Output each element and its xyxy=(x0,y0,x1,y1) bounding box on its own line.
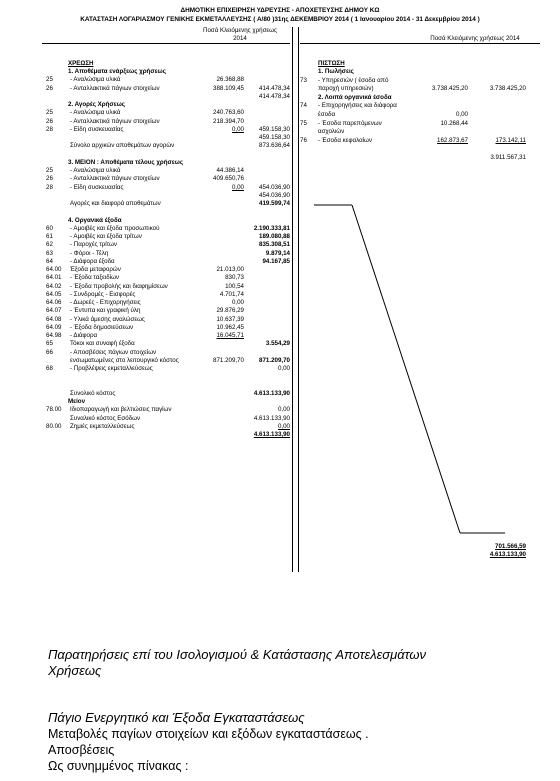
account-code: 62 xyxy=(46,241,53,249)
account-code: 64 xyxy=(46,257,53,265)
credit-row xyxy=(0,117,560,128)
account-code: 76 xyxy=(300,136,307,144)
amount-detail: 388.109,45 xyxy=(213,84,244,92)
account-label: - Έσοδα κεφαλαίων xyxy=(318,136,372,144)
credit-row xyxy=(0,68,560,76)
account-label: 4. Οργανικά έξοδα xyxy=(68,216,122,224)
credit-row xyxy=(0,111,560,119)
account-label: ασχολιών xyxy=(318,128,345,136)
amount-detail: 26.368,88 xyxy=(216,76,244,84)
account-code: 65 xyxy=(46,340,53,348)
account-label: 1. Αποθέματα ενάρξεως χρήσεως xyxy=(68,68,166,75)
amount-detail: 218.394,70 xyxy=(213,117,244,125)
credit-row xyxy=(0,543,560,551)
account-code: 25 xyxy=(46,76,53,84)
account-code: 64.08 xyxy=(46,315,62,323)
credit-row xyxy=(0,85,560,93)
account-label: - Προβλέψεις εκμεταλλεύσεως xyxy=(70,365,153,372)
company-title: ΔΗΜΟΤΙΚΗ ΕΠΙΧΕΙΡΗΣΗ ΥΔΡΕΥΣΗΣ - ΑΠΟΧΕΤΕΥΣΗΣ ΔΗΜΟΥ ΚΩ xyxy=(180,7,380,14)
account-code: 60 xyxy=(46,224,53,232)
account-label: - Αναλώσιμα υλικά xyxy=(70,76,121,84)
account-label: - Ανταλλακτικά πάγιων στοιχείων xyxy=(70,117,160,125)
cancellation-stroke xyxy=(300,195,540,540)
amount-detail: 0,00 xyxy=(455,111,468,118)
credit-row xyxy=(0,154,560,162)
account-label: 1. Πωλήσεις xyxy=(318,68,354,75)
amount-detail: 10.637,39 xyxy=(216,315,244,323)
account-code: 64.02 xyxy=(46,282,62,290)
amount-detail: 21.013,00 xyxy=(216,266,244,273)
amount-detail: 409.650,76 xyxy=(213,175,244,183)
account-code: 64.09 xyxy=(46,323,62,331)
credit-row xyxy=(0,551,560,559)
account-label: - Αποσβέσεις πάγιων στοιχείων xyxy=(70,348,157,356)
account-code: 64.01 xyxy=(46,274,62,282)
notes-line1: Μεταβολές παγίων στοιχείων και εξόδων εγκαταστάσεως . xyxy=(48,727,369,741)
amount-total: 835.308,51 xyxy=(259,241,290,249)
left-amounts-title: Ποσά Κλειόμενης χρήσεως xyxy=(203,27,277,34)
amount-total: 173.142,11 xyxy=(495,136,526,144)
account-code: 75 xyxy=(300,119,307,127)
amount-detail: 29.876,29 xyxy=(216,307,244,315)
account-label: - Είδη συσκευασίας xyxy=(70,125,124,133)
account-code: 74 xyxy=(300,102,307,110)
amount-detail: 3.738.425,20 xyxy=(431,85,468,93)
account-label: Έξοδα μεταφορών xyxy=(70,266,121,273)
credit-row xyxy=(0,77,560,85)
amount-total: 459.158,30 xyxy=(259,134,290,141)
account-code: 64.98 xyxy=(46,332,62,339)
amount-detail: 871.209,70 xyxy=(213,356,244,364)
credit-row xyxy=(0,94,560,102)
account-code: 28 xyxy=(46,125,53,133)
debit-row xyxy=(0,167,560,175)
notes-title-line1: Παρατηρήσεις επί του Ισολογισμού & Κατάστασης Αποτελεσμάτων xyxy=(48,647,426,662)
account-code: 64.00 xyxy=(46,266,62,273)
amount-total: 4.613.133,90 xyxy=(489,551,526,558)
account-label: - Παροχές τρίτων xyxy=(70,241,117,249)
account-code: 66 xyxy=(46,348,53,356)
account-label: - Αναλώσιμα υλικά xyxy=(70,109,121,117)
debit-row xyxy=(0,184,560,192)
debit-title: ΧΡΕΩΣΗ xyxy=(68,60,94,67)
account-label: Αγορές και διαφορά αποθεμάτων xyxy=(70,200,161,207)
amount-total: 3.911.567,31 xyxy=(490,154,526,161)
amount-total: 0,00 xyxy=(277,406,290,414)
account-code: 28 xyxy=(46,183,53,191)
account-label: Σύνολο αρχικών αποθεμάτων αγορών xyxy=(70,142,175,150)
account-code: 68 xyxy=(46,365,53,372)
account-label: - Υπηρεσιών ( έσοδα από xyxy=(318,76,389,84)
credit-row xyxy=(0,145,560,153)
account-label: - Ανταλλακτικά πάγιων στοιχείων xyxy=(70,84,160,92)
account-label: 3. ΜΕΙΟΝ : Αποθέματα τέλους χρήσεως xyxy=(68,158,184,166)
credit-row xyxy=(0,102,560,110)
account-label: - Αμοιβές και έξοδα τρίτων xyxy=(70,233,142,240)
right-header-rule xyxy=(300,43,540,44)
account-label: 2. Λοιπά οργανικά έσοδα xyxy=(318,93,392,101)
amount-total: 0,00 xyxy=(277,365,290,372)
amount-total: 4.613.133,90 xyxy=(253,414,290,422)
amount-detail: 0,00 xyxy=(231,299,244,306)
left-header-rule xyxy=(42,43,290,44)
amount-total: 459.158,30 xyxy=(259,125,290,133)
account-code: 61 xyxy=(46,233,53,240)
account-code: 63 xyxy=(46,249,53,257)
account-code: 64.05 xyxy=(46,290,62,298)
account-label: - Έντυπα και γραφική ύλη xyxy=(70,307,141,315)
amount-detail: 0,00 xyxy=(231,125,244,133)
account-label: - Φόροι - Τέλη xyxy=(70,249,109,257)
amount-total: 871.209,70 xyxy=(259,356,290,364)
account-label: - Αμοιβές και έξοδα προσωπικού xyxy=(70,224,160,232)
account-code: 26 xyxy=(46,175,53,183)
account-label: Συναλικό κόστος Εσόδων xyxy=(70,414,141,422)
amount-detail: 0,00 xyxy=(231,183,244,191)
account-label: - Ανταλλακτικά πάγιων στοιχείων xyxy=(70,175,160,183)
credit-title: ΠΙΣΤΩΣΗ xyxy=(318,60,345,67)
account-label: Ζημιές εκμεταλλεύσεως xyxy=(70,422,135,430)
amount-total: 454.036,90 xyxy=(259,183,290,191)
left-amounts-year: 2014 xyxy=(233,35,247,42)
amount-total: 4.613.133,90 xyxy=(253,431,290,438)
account-label: - Έξοδα προβολής και διαφημίσεων xyxy=(70,282,168,290)
amount-total: 454.036,90 xyxy=(259,191,290,199)
account-code: 80.00 xyxy=(46,422,62,430)
account-label: παροχή υπηρεσιών) xyxy=(318,85,374,93)
account-label: Ιδιοπαραγωγή και βελτιώσεις παγίων xyxy=(70,406,172,414)
account-label: Τόκοι και συναφή έξοδα xyxy=(70,340,135,348)
amount-total: 873.636,64 xyxy=(259,142,290,150)
account-label: - Έξοδα ταξειδίων xyxy=(70,274,119,282)
account-code: 25 xyxy=(46,167,53,174)
account-label: - Διάφορα έξοδα xyxy=(70,257,115,265)
credit-row xyxy=(0,125,560,136)
amount-total: 94.167,85 xyxy=(262,257,290,265)
amount-detail: 10.268,44 xyxy=(440,119,468,127)
amount-total: 414.478,34 xyxy=(259,92,290,100)
account-code: 64.07 xyxy=(46,307,62,315)
account-label: - Έσοδα παρεπόμενων xyxy=(318,119,382,127)
account-label: Συνολικό κόστος xyxy=(70,389,116,397)
amount-detail: 4.701,74 xyxy=(219,290,244,298)
notes-line2: Αποσβέσεις xyxy=(48,743,115,757)
account-label: - Έξοδα δημοσιεύσεων xyxy=(70,323,134,331)
account-label: Μείον xyxy=(68,398,86,405)
account-code: 25 xyxy=(46,109,53,117)
account-code: 26 xyxy=(46,117,53,125)
account-label: - Αναλώσιμα υλικά xyxy=(70,167,121,174)
account-label: ενσωματωμένες στο λειτουργικό κόστος xyxy=(70,356,179,364)
account-code: 73 xyxy=(300,76,307,84)
notes-title-line2: Χρήσεως xyxy=(48,663,102,678)
notes-line3: Ως συνημμένος πίνακας : xyxy=(48,759,189,773)
account-label: 2. Αγορές Χρήσεως xyxy=(68,101,126,108)
account-label: - Συνδρομές - Εισφορές xyxy=(70,290,136,298)
amount-total: 2.190.333,81 xyxy=(253,224,290,232)
amount-total: 419.599,74 xyxy=(259,200,290,207)
amount-total: 4.613.133,90 xyxy=(253,389,290,397)
statement-title: ΚΑΤΑΣΤΑΣΗ ΛΟΓΑΡΙΑΣΜΟΥ ΓΕΝΙΚΗΣ ΕΚΜΕΤΑΛΛΕΥΣΗΣ ( Α/80 )31ης ΔΕΚΕΜΒΡΙΟΥ 2014 ( 1 Ιανουαρίου 2014 - 31 Δεκεμβρίου 2014 ) xyxy=(80,16,480,23)
account-label: έσοδα xyxy=(318,111,336,118)
account-code: 64.06 xyxy=(46,299,62,306)
amount-detail: 240.763,60 xyxy=(213,109,244,117)
amount-detail: 16.045,71 xyxy=(216,332,244,339)
credit-row xyxy=(0,137,560,145)
amount-total: 0,00 xyxy=(277,422,290,430)
amount-total: 3.554,29 xyxy=(265,340,290,348)
account-label: - Δωρεές - Επιχορηγήσεις xyxy=(70,299,141,306)
account-code: 78.00 xyxy=(46,406,62,414)
amount-detail: 100,54 xyxy=(225,282,244,290)
account-label: - Επιχορηγήσεις και διάφορα xyxy=(318,102,397,110)
amount-total: 414.478,34 xyxy=(259,84,290,92)
amount-total: 189.080,88 xyxy=(259,233,290,240)
right-amounts-title: Ποσά Κλειόμενης χρήσεως 2014 xyxy=(430,35,520,42)
fixed-assets-heading: Πάγιο Ενεργητικό και Έξοδα Εγκαταστάσεως xyxy=(48,710,305,725)
amount-detail: 162.873,67 xyxy=(437,136,468,144)
amount-detail: 830,73 xyxy=(225,274,244,282)
debit-row xyxy=(0,175,560,183)
amount-detail: 10.962,45 xyxy=(216,323,244,331)
amount-total: 9.879,14 xyxy=(265,249,290,257)
amount-total: 3.738.425,20 xyxy=(489,85,526,93)
account-label: - Διάφορα xyxy=(70,332,98,339)
account-label: - Είδη συσκευασίας xyxy=(70,183,124,191)
account-label: - Υλικά άμεσης αναλώσεως xyxy=(70,315,145,323)
amount-detail: 44.386,14 xyxy=(216,167,244,174)
account-code: 26 xyxy=(46,84,53,92)
amount-total: 701.566,59 xyxy=(495,543,526,550)
